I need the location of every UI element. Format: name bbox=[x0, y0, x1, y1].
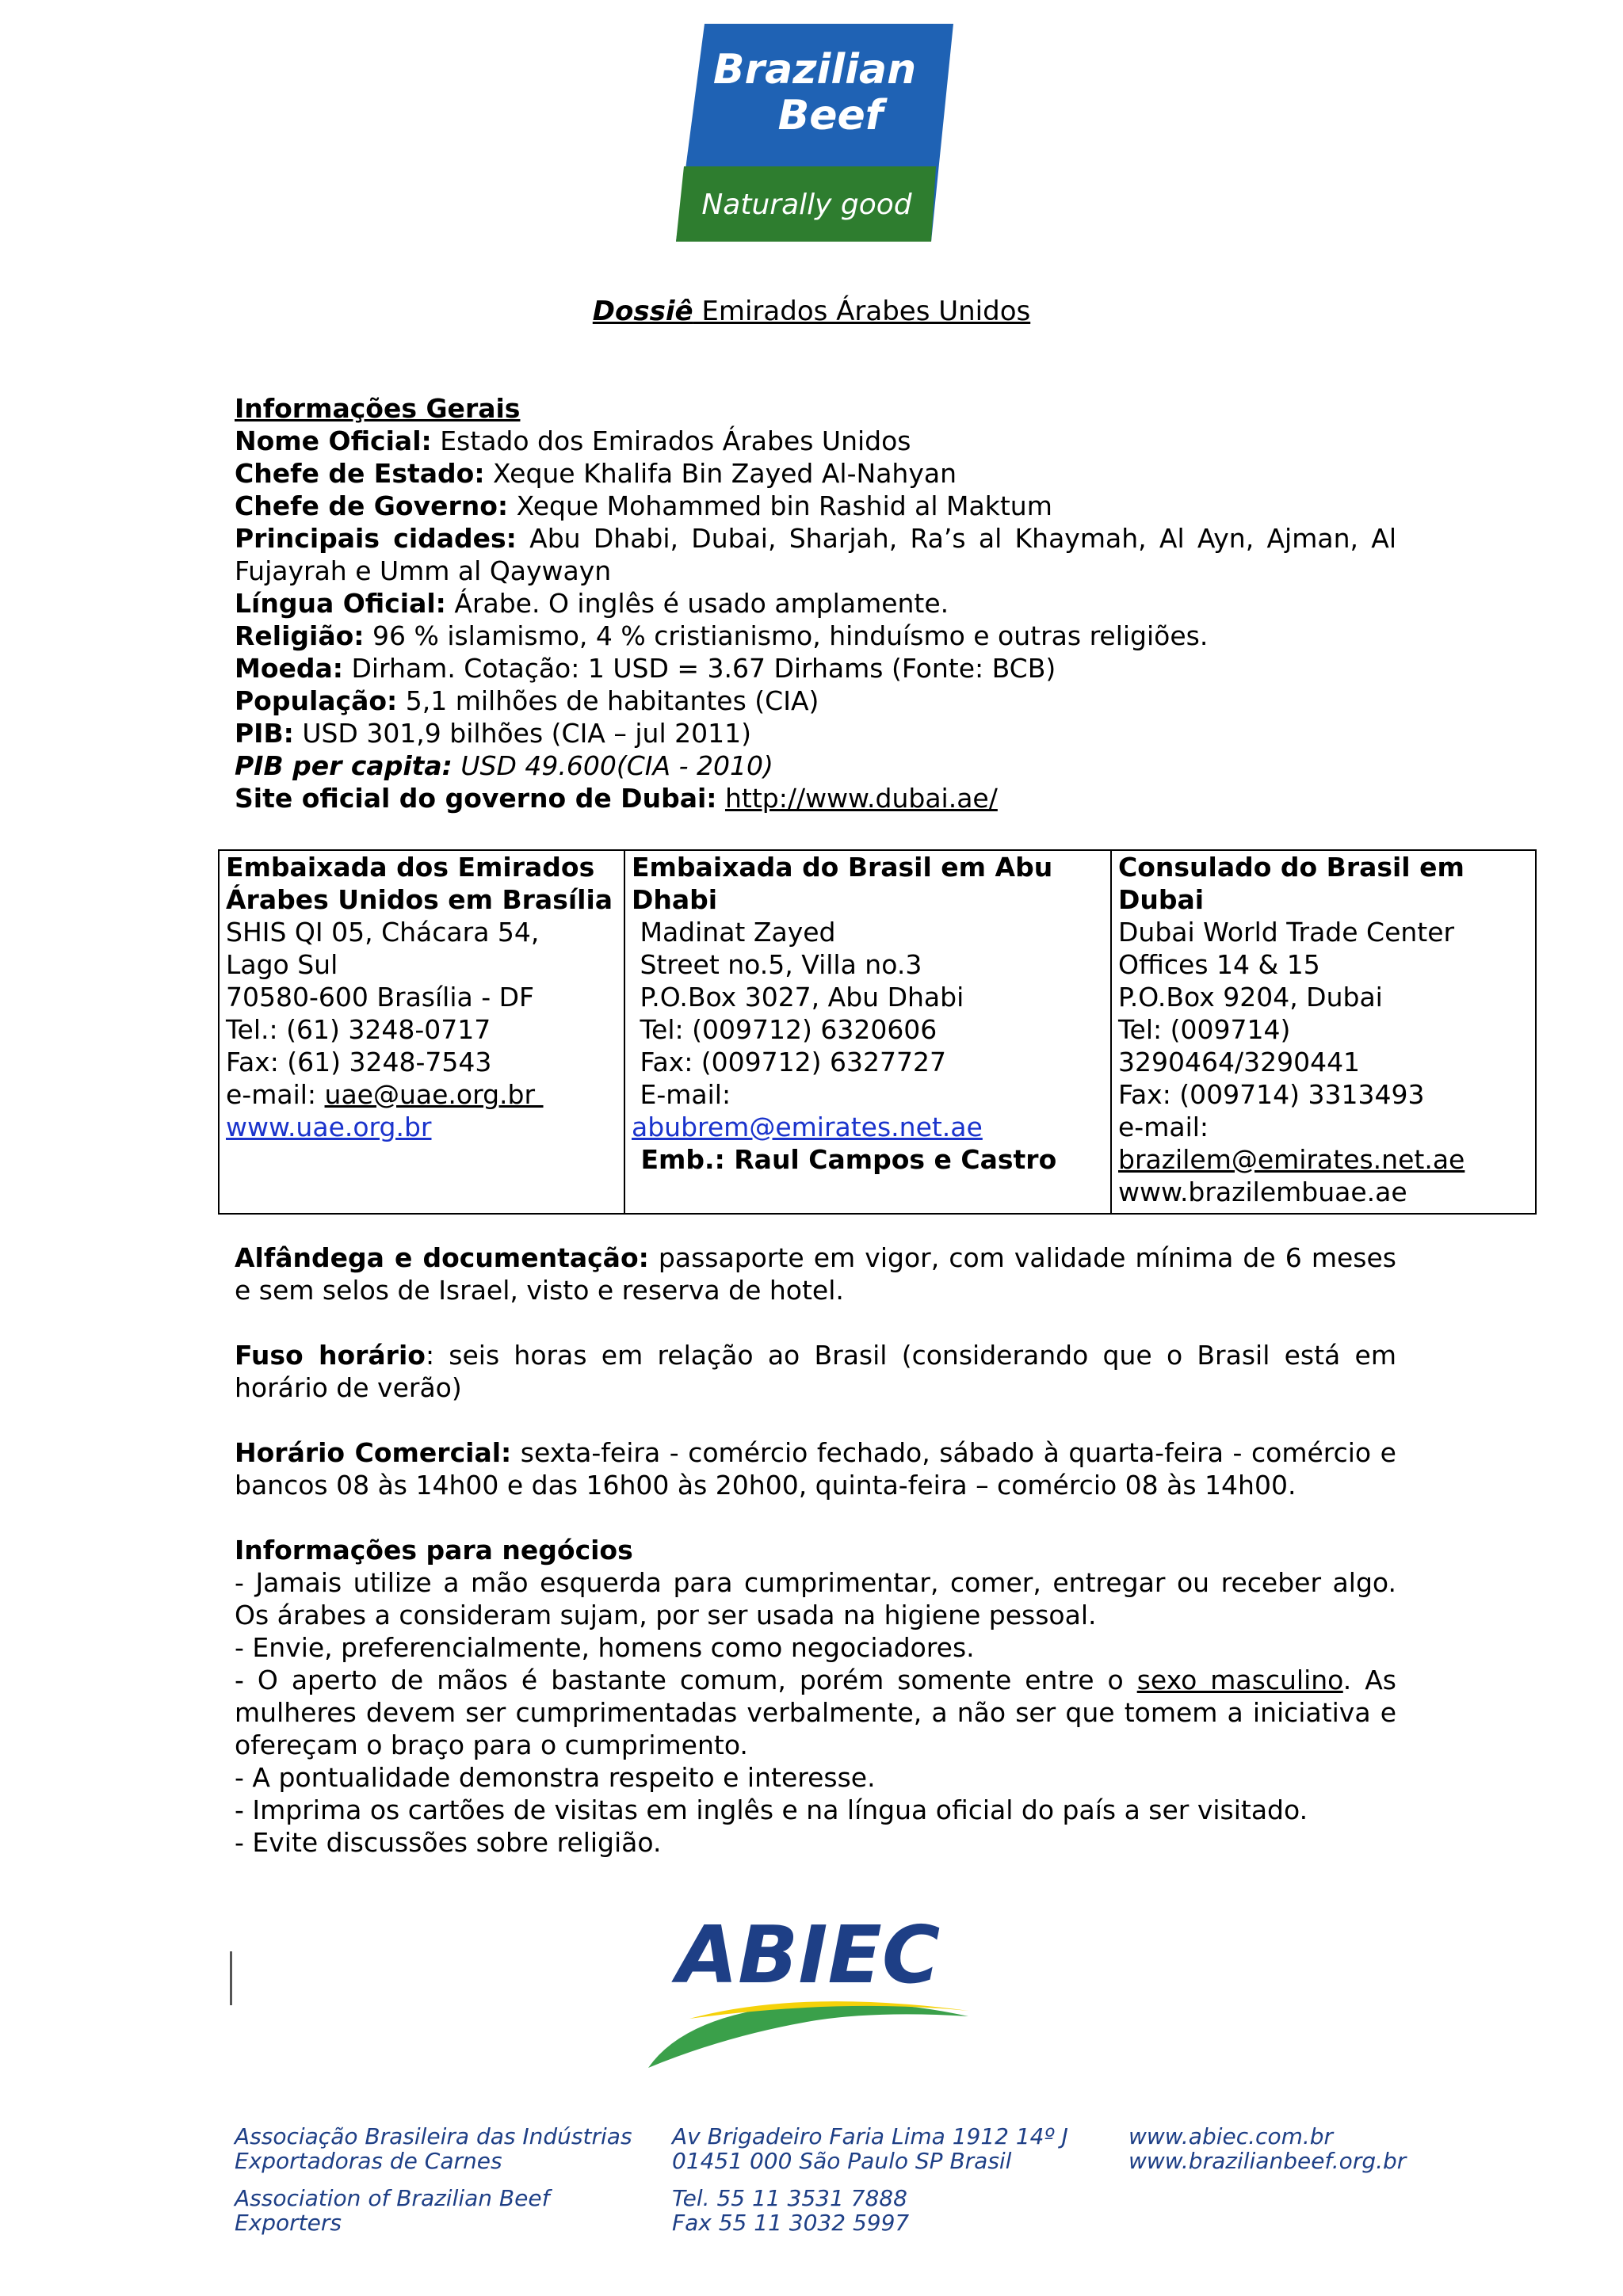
logo-line2: Beef bbox=[777, 92, 884, 139]
info-row: Chefe de Estado: Xeque Khalifa Bin Zayed Al-Nahyan bbox=[235, 458, 957, 489]
business-item: - Envie, preferencialmente, homens como negociadores. bbox=[235, 1632, 975, 1663]
timezone-paragraph: Fuso horário: seis horas em relação ao Brasil (considerando que o Brasil está em horário de verão) bbox=[235, 1340, 1396, 1403]
info-row-site: Site oficial do governo de Dubai: http://www.dubai.ae/ bbox=[235, 783, 998, 814]
abiec-logo-text: ABIEC bbox=[676, 1909, 941, 2001]
uae-embassy-cell: Embaixada dos Emirados Árabes Unidos em Brasília SHIS QI 05, Chácara 54, Lago Sul 70580-600 Brasília - DF Tel.: (61) 3248-0717 Fax: (61) 3248-7543 e-mail: uae@uae.org.br www.uae.org.br bbox=[219, 850, 624, 1214]
hours-paragraph: Horário Comercial: sexta-feira - comércio fechado, sábado à quarta-feira - comércio e bancos 08 às 14h00 e das 16h00 às 20h00, quinta-feira – comércio 08 às 14h00. bbox=[235, 1437, 1396, 1501]
abiec-website[interactable]: www.abiec.com.br bbox=[1128, 2123, 1334, 2149]
footer-org-pt: Associação Brasileira das Indústrias Exportadoras de Carnes bbox=[235, 2123, 632, 2174]
footer-phone: Tel. 55 11 3531 7888 Fax 55 11 3032 5997 bbox=[672, 2185, 910, 2236]
info-row: Religião: 96 % islamismo, 4 % cristianismo, hinduísmo e outras religiões. bbox=[235, 620, 1209, 651]
dubai-email-link[interactable]: brazilem@emirates.net.ae bbox=[1118, 1144, 1465, 1175]
info-row: PIB: USD 301,9 bilhões (CIA – jul 2011) bbox=[235, 718, 751, 749]
business-item: - Jamais utilize a mão esquerda para cumprimentar, comer, entregar ou receber algo. Os árabes a consideram sujam, por ser usada na higiene pessoal. bbox=[235, 1567, 1396, 1630]
title-rest: Emirados Árabes Unidos bbox=[693, 296, 1031, 327]
info-row: Língua Oficial: Árabe. O inglês é usado amplamente. bbox=[235, 588, 949, 619]
abiec-logo bbox=[642, 1909, 975, 2076]
business-item: - Evite discussões sobre religião. bbox=[235, 1827, 662, 1858]
dubai-site-link[interactable]: http://www.dubai.ae/ bbox=[724, 783, 998, 814]
business-item: - A pontualidade demonstra respeito e interesse. bbox=[235, 1762, 876, 1793]
footer-address: Av Brigadeiro Faria Lima 1912 14º J 01451 000 São Paulo SP Brasil bbox=[672, 2123, 1068, 2174]
margin-bar bbox=[230, 1951, 232, 2005]
business-item-handshake: - O aperto de mãos é bastante comum, porém somente entre o sexo masculino. As mulheres devem ser cumprimentadas verbalmente, a não ser que tomem a iniciativa e ofereçam o braço para o cumprimento. bbox=[235, 1665, 1396, 1760]
general-info bbox=[235, 392, 1396, 814]
info-row-pib-capita: PIB per capita: USD 49.600(CIA - 2010) bbox=[235, 750, 773, 781]
info-row: Principais cidades: Abu Dhabi, Dubai, Sharjah, Ra’s al Khaymah, Al Ayn, Ajman, Al Fujayrah e Umm al Qaywayn bbox=[235, 523, 1396, 586]
abu-dhabi-email-link[interactable]: abubrem@emirates.net.ae bbox=[632, 1112, 983, 1142]
title-italic: Dossiê bbox=[592, 296, 693, 327]
lower-section bbox=[235, 1241, 1396, 1859]
footer-websites bbox=[1128, 2124, 1556, 2173]
male-gender-link[interactable]: sexo masculino bbox=[1136, 1665, 1343, 1695]
brazil-consulate-cell: Consulado do Brasil em Dubai Dubai World Trade Center Offices 14 & 15 P.O.Box 9204, Dubai Tel: (009714) 3290464/3290441 Fax: (009714) 3313493 e-mail: brazilem@emirates.net.ae www.brazilembuae.ae bbox=[1111, 850, 1536, 1214]
brazilianbeef-website[interactable]: www.brazilianbeef.org.br bbox=[1128, 2148, 1407, 2174]
customs-paragraph: Alfândega e documentação: passaporte em vigor, com validade mínima de 6 meses e sem selos de Israel, visto e reserva de hotel. bbox=[235, 1242, 1396, 1306]
info-row: Moeda: Dirham. Cotação: 1 USD = 3.67 Dirhams (Fonte: BCB) bbox=[235, 653, 1056, 684]
logo-tagline: Naturally good bbox=[701, 189, 912, 221]
info-row: População: 5,1 milhões de habitantes (CIA) bbox=[235, 685, 819, 716]
uae-website-link[interactable]: www.uae.org.br bbox=[226, 1112, 432, 1142]
business-heading: Informações para negócios bbox=[235, 1535, 633, 1566]
consulate-website: www.brazilembuae.ae bbox=[1118, 1177, 1407, 1207]
business-item: - Imprima os cartões de visitas em inglês e na língua oficial do país a ser visitado. bbox=[235, 1794, 1308, 1825]
page-title bbox=[0, 295, 1623, 328]
brazil-embassy-cell: Embaixada do Brasil em Abu Dhabi Madinat Zayed Street no.5, Villa no.3 P.O.Box 3027, Abu Dhabi Tel: (009712) 6320606 Fax: (009712) 6327727 E-mail: abubrem@emirates.net.ae Emb.: Raul Campos e Castro bbox=[624, 850, 1111, 1214]
footer-org-en: Association of Brazilian Beef Exporters bbox=[235, 2185, 550, 2236]
general-heading: Informações Gerais bbox=[235, 393, 521, 424]
uae-email-link[interactable]: uae@uae.org.br bbox=[324, 1079, 544, 1110]
brazilian-beef-logo bbox=[676, 24, 953, 242]
info-row: Chefe de Governo: Xeque Mohammed bin Rashid al Maktum bbox=[235, 490, 1052, 521]
info-row: Nome Oficial: Estado dos Emirados Árabes Unidos bbox=[235, 425, 911, 456]
logo-line1: Brazilian bbox=[712, 46, 917, 93]
contacts-table bbox=[218, 849, 1537, 1215]
